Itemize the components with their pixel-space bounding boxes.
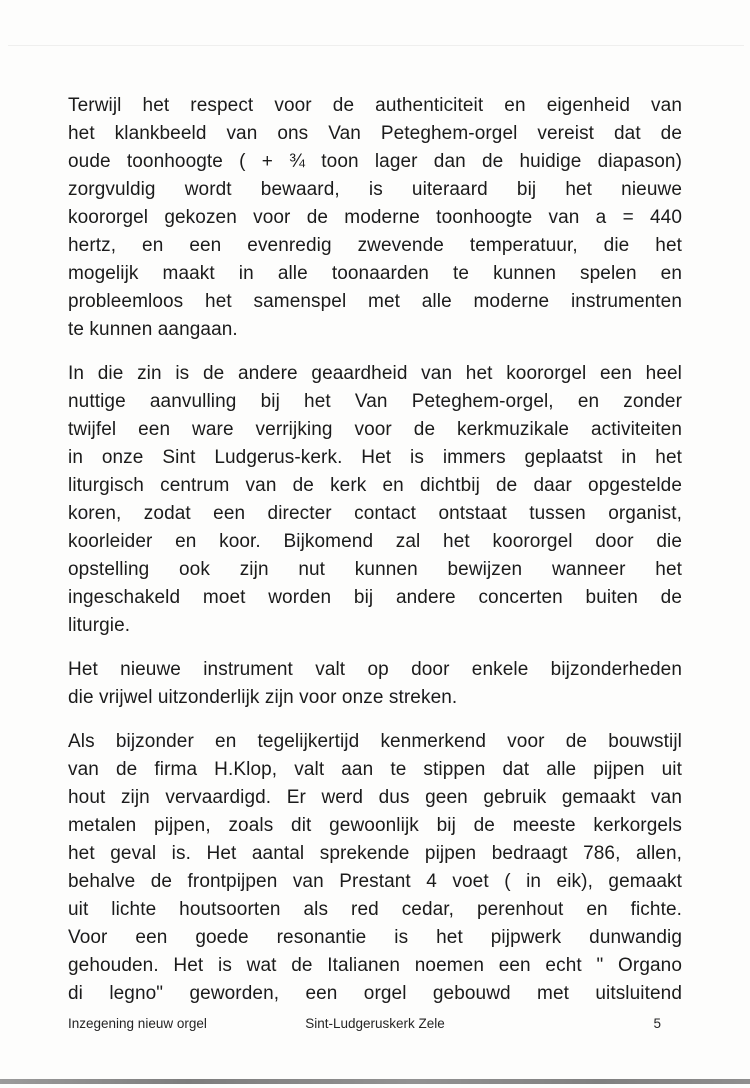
page-footer [68, 1014, 682, 1034]
scan-artifact-bottom-band [0, 1079, 750, 1084]
text-line: van de firma H.Klop, valt aan te stippen dat alle pijpen uit [68, 759, 682, 780]
text-line: liturgie. [68, 615, 131, 636]
text-line: probleemloos het samenspel met alle moderne instrumenten [68, 291, 682, 312]
text-line: hertz, en een evenredig zwevende temperatuur, die het [68, 235, 682, 256]
text-line: zorgvuldig wordt bewaard, is uiteraard bij het nieuwe [68, 179, 682, 200]
text-line: koororgel gekozen voor de moderne toonhoogte van a = 440 [68, 207, 682, 228]
text-line: in onze Sint Ludgerus-kerk. Het is immers geplaatst in het [68, 447, 682, 468]
text-line: het klankbeeld van ons Van Peteghem-orgel vereist dat de [68, 123, 682, 144]
text-line: Terwijl het respect voor de authenticiteit en eigenheid van [68, 95, 682, 116]
text-line: die vrijwel uitzonderlijk zijn voor onze streken. [68, 687, 458, 708]
text-line: ingeschakeld moet worden bij andere concerten buiten de [68, 587, 682, 608]
footer-booklet-title: Inzegening nieuw orgel [68, 1016, 207, 1031]
text-line: oude toonhoogte ( + ¾ toon lager dan de huidige diapason) [68, 151, 682, 172]
text-line: koren, zodat een directer contact ontstaat tussen organist, [68, 503, 682, 524]
text-line: Het nieuwe instrument valt op door enkele bijzonderheden [68, 659, 682, 680]
text-line: koorleider en koor. Bijkomend zal het koororgel door die [68, 531, 682, 552]
paragraph [68, 656, 682, 712]
paragraph [68, 92, 682, 344]
footer-page-number: 5 [653, 1016, 661, 1031]
text-line: liturgisch centrum van de kerk en dichtbij de daar opgestelde [68, 475, 682, 496]
body-text [68, 92, 682, 1024]
text-line: di legno" geworden, een orgel gebouwd met uitsluitend [68, 983, 682, 1004]
paragraph [68, 728, 682, 1008]
text-line: gehouden. Het is wat de Italianen noemen een echt " Organo [68, 955, 682, 976]
scan-artifact-top-line [8, 45, 744, 46]
text-line: het geval is. Het aantal sprekende pijpen bedraagt 786, allen, [68, 843, 682, 864]
text-line: Als bijzonder en tegelijkertijd kenmerkend voor de bouwstijl [68, 731, 682, 752]
text-line: twijfel een ware verrijking voor de kerkmuzikale activiteiten [68, 419, 682, 440]
text-line: te kunnen aangaan. [68, 319, 238, 340]
text-line: nuttige aanvulling bij het Van Peteghem-orgel, en zonder [68, 391, 682, 412]
text-line: In die zin is de andere geaardheid van het koororgel een heel [68, 363, 682, 384]
text-line: hout zijn vervaardigd. Er werd dus geen gebruik gemaakt van [68, 787, 682, 808]
text-line: Voor een goede resonantie is het pijpwerk dunwandig [68, 927, 682, 948]
paragraph [68, 360, 682, 640]
text-line: behalve de frontpijpen van Prestant 4 voet ( in eik), gemaakt [68, 871, 682, 892]
text-line: uit lichte houtsoorten als red cedar, perenhout en fichte. [68, 899, 682, 920]
text-line: opstelling ook zijn nut kunnen bewijzen wanneer het [68, 559, 682, 580]
text-line: mogelijk maakt in alle toonaarden te kunnen spelen en [68, 263, 682, 284]
text-line: metalen pijpen, zoals dit gewoonlijk bij de meeste kerkorgels [68, 815, 682, 836]
footer-church-name: Sint-Ludgeruskerk Zele [305, 1016, 445, 1031]
